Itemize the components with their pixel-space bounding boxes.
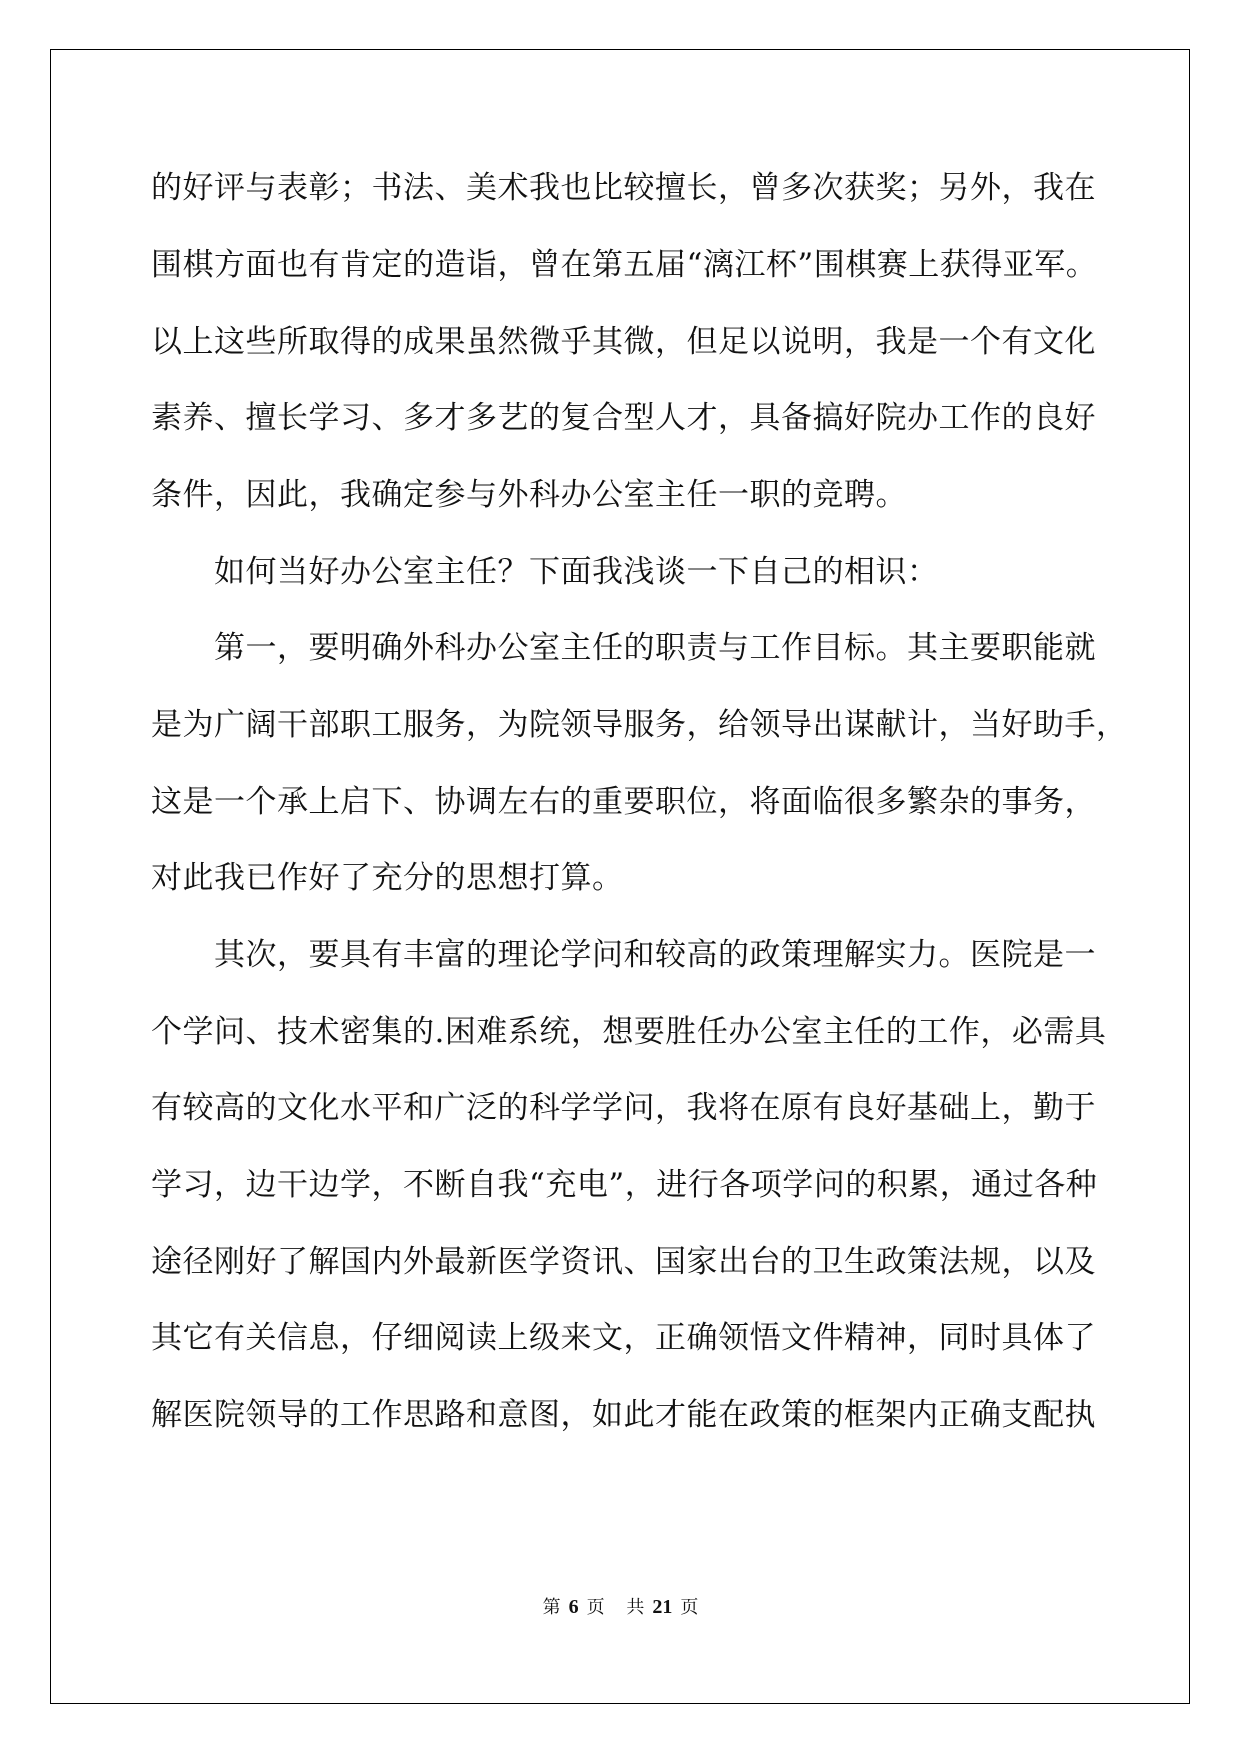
page-prefix: 第 [542, 1597, 561, 1618]
page-indicator [539, 1597, 609, 1618]
current-page-number: 6 [568, 1596, 579, 1618]
text-line: 第一，要明确外科办公室主任的职责与工作目标。其主要职能就 [151, 630, 1096, 666]
total-pages-indicator [622, 1597, 702, 1618]
total-suffix: 页 [680, 1597, 699, 1618]
text-line: 个学问、技术密集的.困难系统，想要胜任办公室主任的工作，必需具 [151, 1014, 1107, 1050]
text-line: 条件，因此，我确定参与外科办公室主任一职的竞聘。 [151, 477, 907, 513]
text-line: 如何当好办公室主任？下面我浅谈一下自己的相识： [151, 554, 939, 590]
total-page-number: 21 [652, 1596, 673, 1618]
text-line: 解医院领导的工作思路和意图，如此才能在政策的框架内正确支配执 [151, 1397, 1096, 1433]
text-line: 有较高的文化水平和广泛的科学学问，我将在原有良好基础上，勤于 [151, 1090, 1096, 1126]
total-prefix: 共 [626, 1597, 645, 1618]
text-line: 其次，要具有丰富的理论学问和较高的政策理解实力。医院是一 [151, 937, 1096, 973]
text-line: 其它有关信息，仔细阅读上级来文，正确领悟文件精神，同时具体了 [151, 1320, 1096, 1356]
text-line: 对此我已作好了充分的思想打算。 [151, 860, 624, 896]
text-line: 素养、擅长学习、多才多艺的复合型人才，具备搞好院办工作的良好 [151, 400, 1096, 436]
text-line: 途径刚好了解国内外最新医学资讯、国家出台的卫生政策法规，以及 [151, 1244, 1096, 1280]
text-line: 学习，边干边学，不断自我“充电”，进行各项学问的积累，通过各种 [151, 1167, 1098, 1203]
page-footer [0, 1593, 1241, 1619]
text-line: 是为广阔干部职工服务，为院领导服务，给领导出谋献计，当好助手， [151, 707, 1128, 743]
text-line: 这是一个承上启下、协调左右的重要职位，将面临很多繁杂的事务， [151, 784, 1096, 820]
page-suffix: 页 [586, 1597, 605, 1618]
text-line: 的好评与表彰；书法、美术我也比较擅长，曾多次获奖；另外，我在 [151, 170, 1096, 206]
text-line: 围棋方面也有肯定的造诣，曾在第五届“漓江杯”围棋赛上获得亚军。 [151, 247, 1098, 283]
text-line: 以上这些所取得的成果虽然微乎其微，但足以说明，我是一个有文化 [151, 324, 1096, 360]
